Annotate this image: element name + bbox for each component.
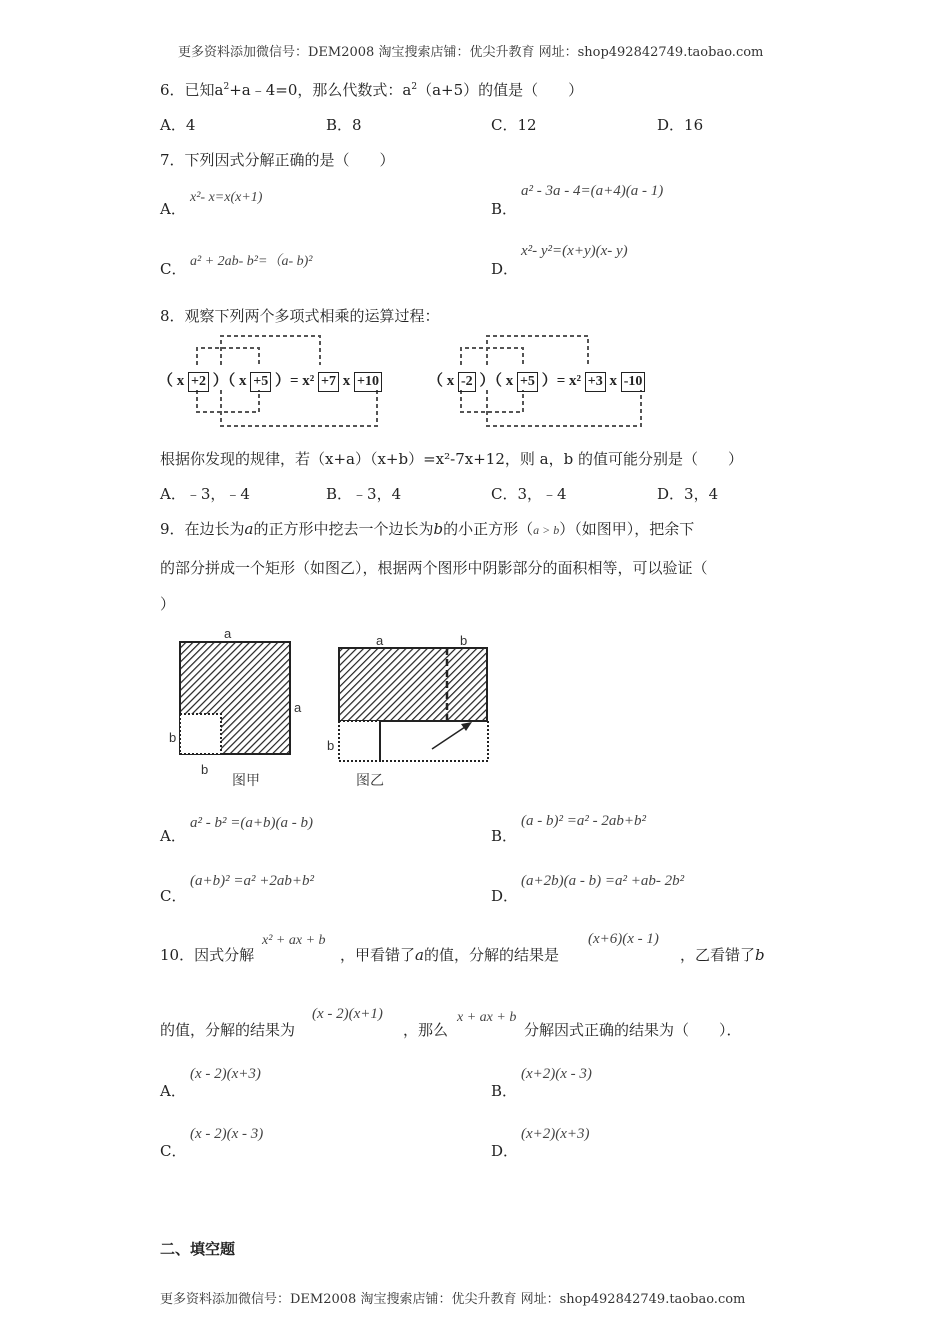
q10-l1-end [680, 944, 765, 965]
fig1-label-a-right: a [294, 700, 302, 715]
q7-label-d[interactable]: D． [491, 260, 519, 278]
q10-option-d-math[interactable]: (x+2)(x+3) [521, 1126, 590, 1142]
q8-option-c[interactable]: C．3，﹣4 [491, 485, 567, 503]
q7-label-b[interactable]: B． [491, 200, 518, 218]
q7-label-a[interactable]: A． [160, 200, 186, 218]
q8-e1-box-plus5: +5 [250, 372, 271, 392]
q10-label-b[interactable]: B． [491, 1082, 518, 1100]
q8-e1-box-plus7: +7 [318, 372, 339, 392]
q8-e2-part3: ）= x² [541, 373, 581, 389]
q7-option-d-math[interactable]: x²- y²=(x+y)(x- y) [521, 243, 628, 259]
q9-line-3: ） [160, 595, 176, 613]
q9-option-b-math[interactable]: (a - b)² =a² - 2ab+b² [521, 813, 646, 829]
q8-e2-box-minus2: -2 [458, 372, 476, 392]
q8-stem: 8．观察下列两个多项式相乘的运算过程： [160, 307, 440, 325]
q9-l1c: 的正方形中挖去一个边长为 [253, 520, 434, 538]
q8-expr-2 [428, 369, 645, 392]
q10-l2-start: 的值，分解的结果为 [160, 1021, 296, 1039]
q10-l1f: b [755, 946, 765, 964]
q8-rule: 根据你发现的规律，若（x+a）（x+b）=x²-7x+12，则 a，b 的值可能分别是（ ） [160, 450, 743, 468]
q6-stem: 6．已知$a^2+a﹣4=0$，那么代数式：$a^2(a+5)$的值是（ ） [160, 81, 584, 99]
fig2-arrow-head [461, 722, 472, 731]
q10-option-c-math[interactable]: (x - 2)(x - 3) [190, 1126, 264, 1142]
q10-label-a[interactable]: A． [160, 1082, 186, 1100]
fig2-label-b-top: b [460, 633, 468, 648]
q9-l1b: a [244, 520, 254, 538]
fig2-empty-square [339, 721, 380, 761]
q8-e1-box-plus2: +2 [188, 372, 209, 392]
q9-l1d: b [433, 520, 444, 538]
q6-option-d[interactable]: D．16 [657, 116, 704, 134]
q8-e2-x: x [609, 373, 617, 389]
q9-figures [160, 625, 520, 795]
q6-option-a[interactable]: A．4 [160, 116, 196, 134]
q9-option-d-math[interactable]: (a+2b)(a - b) =a² +ab- 2b² [521, 873, 685, 889]
q10-option-b-math[interactable]: (x+2)(x - 3) [521, 1066, 592, 1082]
fig2-label-a-top: a [376, 633, 384, 648]
fig1-label-b-bottom: b [201, 762, 209, 777]
q8-option-b[interactable]: B．﹣3，4 [326, 485, 402, 503]
q8-e1-box-plus10: +10 [354, 372, 382, 392]
q9-label-a[interactable]: A． [160, 827, 186, 845]
q8-e2-part1: （ x [428, 373, 455, 389]
q10-l1-math-2: (x+6)(x - 1) [588, 931, 659, 947]
q6-stem-b: +a﹣4=0，那么代数式：a [229, 81, 412, 99]
q8-e1-part2: ）（ x [212, 373, 247, 389]
fig2-rectangle [339, 648, 487, 721]
q8-expr-1 [158, 369, 382, 392]
q9-l1a: 9．在边长为 [160, 520, 245, 538]
q9-option-c-math[interactable]: (a+b)² =a² +2ab+b² [190, 873, 314, 889]
q10-l1e: ，乙看错了 [680, 946, 756, 964]
q8-d1-bracket-top-outer [221, 336, 320, 365]
q10-l2-mid: ，那么 [403, 1021, 449, 1039]
q10-l2-end: 分解因式正确的结果为（ ）． [524, 1021, 742, 1039]
q9-label-c[interactable]: C． [160, 887, 187, 905]
q7-option-c-math[interactable]: a² + 2ab- b²=（a- b)² [190, 254, 313, 269]
q9-l1e: 的小正方形（ [443, 520, 534, 538]
fig1-label-a-top: a [224, 626, 232, 641]
fig2-caption: 图乙 [356, 772, 384, 788]
q9-label-b[interactable]: B． [491, 827, 518, 845]
q8-option-d[interactable]: D．3，4 [657, 485, 719, 503]
q8-d2-bracket-top-outer [487, 336, 588, 365]
q8-e1-x: x [342, 373, 351, 389]
q8-e2-part2: ）（ x [479, 373, 514, 389]
q10-l1-mid [340, 944, 559, 965]
q7-option-b-math[interactable]: a² - 3a - 4=(a+4)(a - 1) [521, 183, 664, 199]
q10-option-a-math[interactable]: (x - 2)(x+3) [190, 1066, 261, 1082]
q9-label-d[interactable]: D． [491, 887, 519, 905]
q8-d1-bracket-bottom-outer [221, 390, 377, 426]
q10-l1-math-1: x² + ax + b [262, 933, 326, 948]
q9-l1f: a > b [533, 523, 560, 537]
fig1-caption: 图甲 [232, 772, 260, 788]
q10-l1c: a [415, 946, 424, 964]
q6-option-b[interactable]: B．8 [326, 116, 362, 134]
q8-e2-box-plus5: +5 [517, 372, 538, 392]
q6-stem-a: 6．已知a [160, 81, 224, 99]
fig1-cutout-square [180, 714, 221, 754]
q8-e2-box-plus3: +3 [585, 372, 606, 392]
q10-l1d: 的值，分解的结果是 [423, 946, 559, 964]
q8-d2-bracket-top-inner [461, 348, 523, 365]
q8-d2-bracket-bottom-outer [487, 390, 641, 426]
q8-e2-box-minus10: -10 [621, 372, 646, 392]
q9-line-1 [160, 518, 694, 539]
q8-d1-bracket-top-inner [197, 348, 259, 365]
q10-label-c[interactable]: C． [160, 1142, 187, 1160]
fig2-arrow-line [432, 725, 468, 749]
fig2-empty-strip [380, 721, 488, 761]
q10-l2-math-1: (x - 2)(x+1) [312, 1006, 383, 1022]
q6-option-c[interactable]: C．12 [491, 116, 537, 134]
q8-e1-part3: ）= x² [275, 373, 315, 389]
q10-l1b: ，甲看错了 [340, 946, 416, 964]
q8-e1-part1: （ x [158, 373, 185, 389]
q10-label-d[interactable]: D． [491, 1142, 519, 1160]
q7-label-c[interactable]: C． [160, 260, 187, 278]
fig2-label-b-left: b [327, 738, 335, 753]
q6-stem-c: （a+5）的值是（ ） [417, 81, 584, 99]
page-footer: 更多资料添加微信号：DEM2008 淘宝搜索店铺：优尖升教育 网址：shop492842749.taobao.com [160, 1292, 746, 1307]
q7-stem: 7．下列因式分解正确的是（ ） [160, 151, 395, 169]
q9-option-a-math[interactable]: a² - b² =(a+b)(a - b) [190, 815, 313, 831]
q9-l1g: ）（如图甲），把余下 [559, 520, 695, 538]
fig1-label-b-left: b [169, 730, 177, 745]
q9-line-2: 的部分拼成一个矩形（如图乙），根据两个图形中阴影部分的面积相等，可以验证（ [160, 559, 708, 577]
q7-option-a-math[interactable]: x²- x=x(x+1) [190, 190, 263, 205]
q10-l2-math-2: x + ax + b [457, 1010, 517, 1025]
q8-d1-bracket-bottom-inner [197, 390, 259, 412]
q10-l1-start: 10．因式分解 [160, 946, 255, 964]
section-2-title: 二、填空题 [160, 1240, 236, 1258]
q8-d2-bracket-bottom-inner [461, 390, 523, 412]
q8-option-a[interactable]: A．﹣3，﹣4 [160, 485, 250, 503]
page-header: 更多资料添加微信号：DEM2008 淘宝搜索店铺：优尖升教育 网址：shop492842749.taobao.com [178, 45, 764, 60]
